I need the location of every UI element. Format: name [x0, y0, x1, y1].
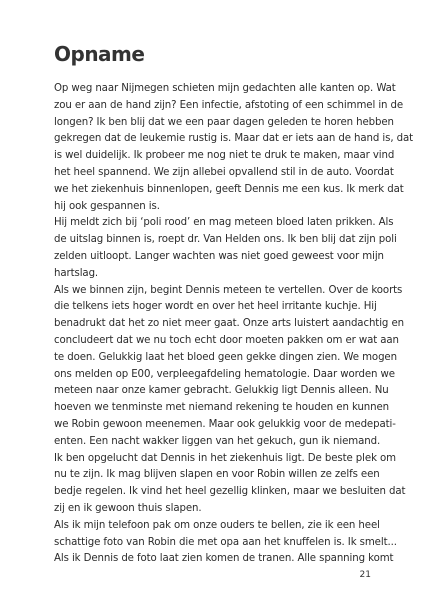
- text-line: die telkens iets hoger wordt en over het heel irritante kuchje. Hij: [54, 301, 377, 313]
- text-line: de uitslag binnen is, roept dr. Van Helden ons. Ik ben blij dat zijn poli: [54, 234, 397, 246]
- text-line: we het ziekenhuis binnenlopen, geeft Dennis me een kus. Ik merk dat: [54, 183, 404, 195]
- text-line: concludeert dat we nu toch echt door moeten pakken om er wat aan: [54, 334, 399, 346]
- paragraph: [54, 518, 397, 568]
- text-line: nu te zijn. Ik mag blijven slapen en voor Robin willen ze zelfs een: [54, 469, 380, 481]
- text-line: schattige foto van Robin die met opa aan het knuffelen is. Ik smelt...: [54, 536, 397, 548]
- text-line: Als we binnen zijn, begint Dennis meteen te vertellen. Over de koorts: [54, 284, 403, 296]
- text-line: zij en ik gewoon thuis slapen.: [54, 502, 202, 514]
- text-line: we Robin gewoon meenemen. Maar ook gelukkig voor de medepati-: [54, 418, 396, 430]
- text-line: zou er aan de hand zijn? Een infectie, afstoting of een schimmel in de: [54, 99, 404, 111]
- text-line: benadrukt dat het zo niet meer gaat. Onze arts luistert aandachtig en: [54, 318, 404, 330]
- text-line: hartslag.: [54, 267, 99, 279]
- text-line: hij ook gespannen is.: [54, 200, 160, 212]
- text-line: te doen. Gelukkig laat het bloed geen gekke dingen zien. We mogen: [54, 351, 397, 363]
- text-line: Hij meldt zich bij ‘poli rood’ en mag meteen bloed laten prikken. Als: [54, 217, 394, 229]
- paragraph: [54, 81, 414, 215]
- text-line: gekregen dat de leukemie rustig is. Maar dat er iets aan de hand is, dat: [54, 133, 414, 145]
- text-line: Als ik Dennis de foto laat zien komen de tranen. Alle spanning komt: [54, 553, 394, 565]
- text-line: zelden uitloopt. Langer wachten was niet goed geweest voor mijn: [54, 250, 384, 262]
- text-line: Als ik mijn telefoon pak om onze ouders te bellen, zie ik een heel: [54, 519, 380, 531]
- page-number: 21: [359, 570, 371, 580]
- text-line: Op weg naar Nijmegen schieten mijn gedachten alle kanten op. Wat: [54, 83, 396, 94]
- text-line: het heel spannend. We zijn allebei opvallend stil in de auto. Voordat: [54, 166, 394, 178]
- text-line: hoeven we tenminste met niemand rekening te houden en kunnen: [54, 402, 390, 414]
- paragraph: [54, 215, 397, 282]
- paragraph: [54, 283, 404, 451]
- text-line: Ik ben opgelucht dat Dennis in het ziekenhuis ligt. De beste plek om: [54, 452, 396, 464]
- text-line: longen? Ik ben blij dat we een paar dagen geleden te horen hebben: [54, 116, 394, 128]
- body-text: [54, 81, 414, 568]
- text-line: enten. Een nacht wakker liggen van het gekuch, gun ik niemand.: [54, 435, 381, 447]
- text-line: ons melden op E00, verpleegafdeling hematologie. Daar worden we: [54, 368, 395, 380]
- text-line: bedje regelen. Ik vind het heel gezellig klinken, maar we besluiten dat: [54, 486, 406, 498]
- text-line: meteen naar onze kamer gebracht. Gelukkig ligt Dennis alleen. Nu: [54, 385, 389, 397]
- chapter-title: Opname: [54, 42, 145, 66]
- paragraph: [54, 451, 406, 518]
- text-line: is wel duidelijk. Ik probeer me nog niet te druk te maken, maar vind: [54, 150, 395, 162]
